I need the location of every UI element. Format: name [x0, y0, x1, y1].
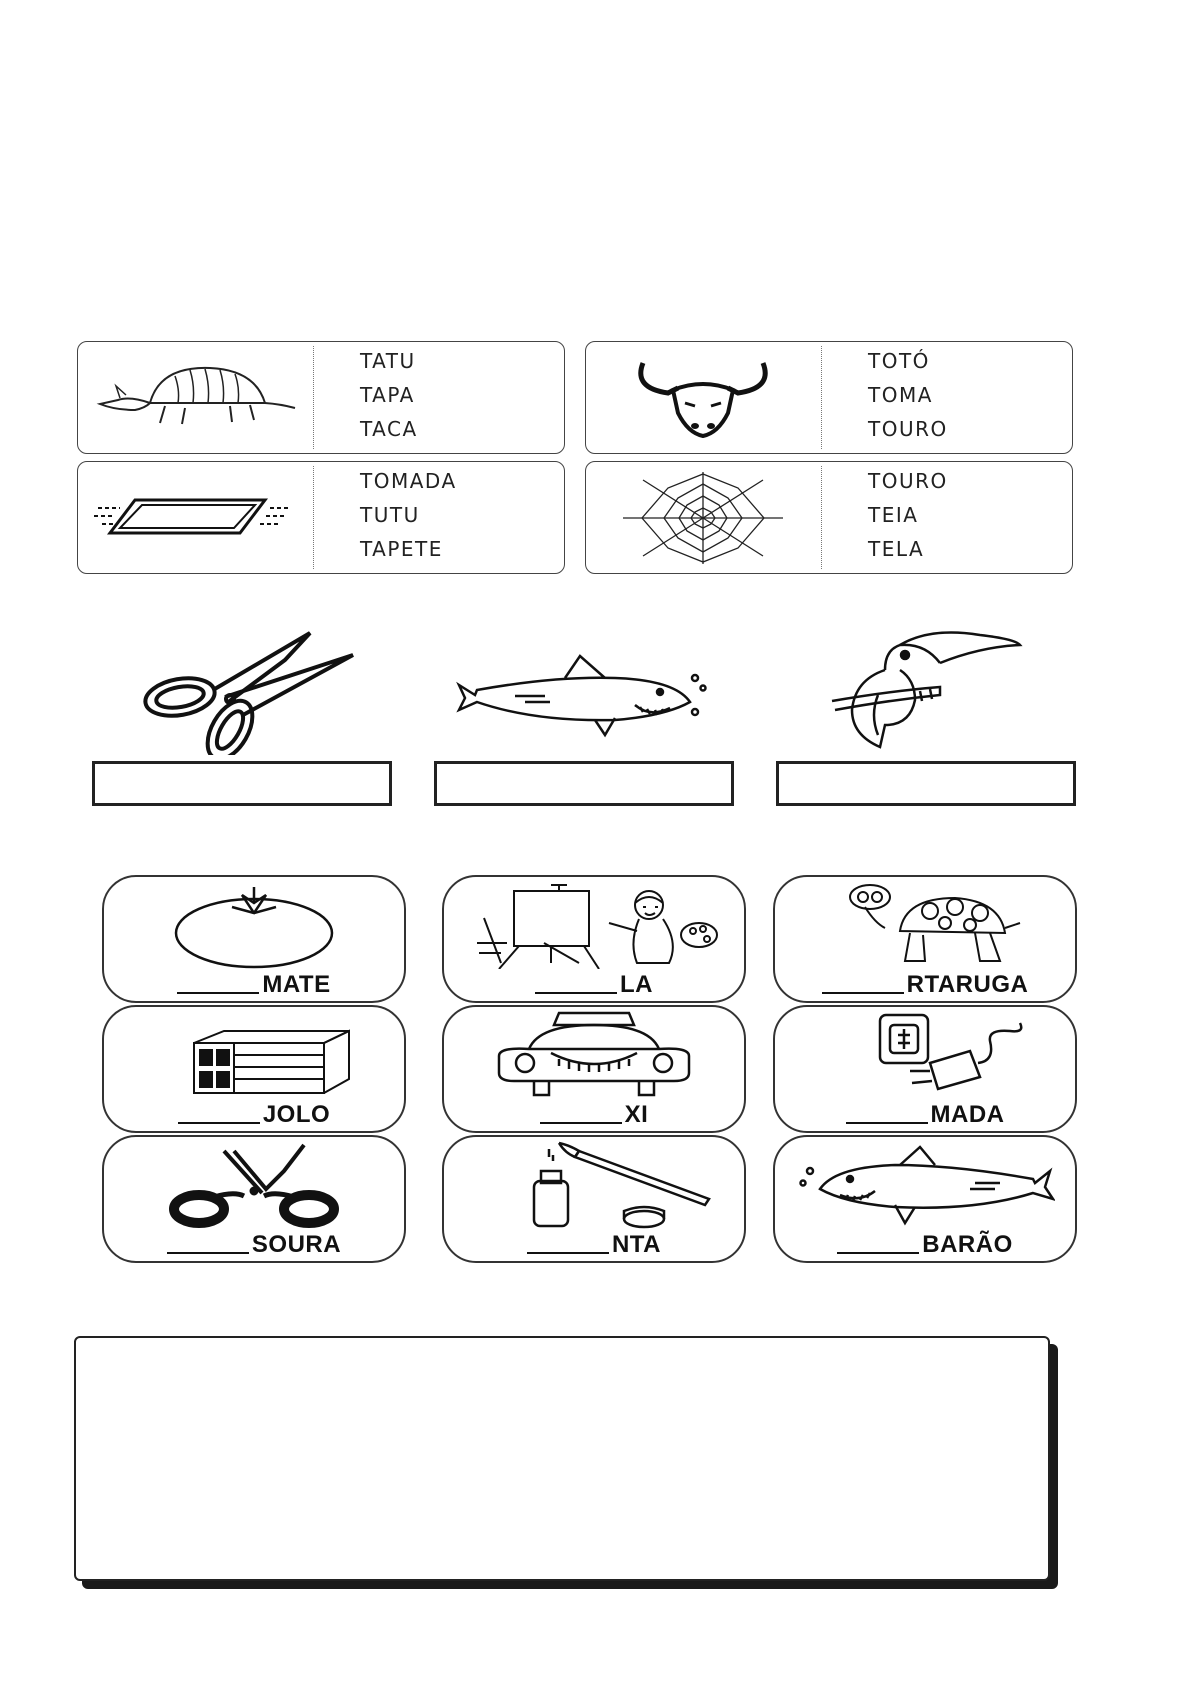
syllable-card — [442, 1135, 746, 1263]
rug-icon — [78, 462, 312, 573]
fill-blank[interactable] — [535, 992, 617, 994]
word-options — [868, 464, 948, 566]
writing-box[interactable] — [74, 1336, 1050, 1581]
shark-icon — [775, 1143, 1075, 1229]
syllable-card — [102, 1005, 406, 1133]
toucan-icon — [830, 625, 1030, 755]
syllable-card — [102, 1135, 406, 1263]
word-option[interactable]: TOTÓ — [868, 349, 930, 373]
scissors-icon — [125, 625, 365, 755]
word-option[interactable]: TATU — [360, 349, 416, 373]
answer-box[interactable] — [434, 761, 734, 806]
syllable-text: LA — [620, 971, 653, 998]
tomato-icon — [104, 883, 404, 969]
syllable-text: MADA — [930, 1101, 1005, 1128]
card-divider — [313, 346, 314, 449]
syllable-text: NTA — [611, 1231, 662, 1258]
syllable-text: RTARUGA — [906, 971, 1029, 998]
fill-blank[interactable] — [167, 1252, 249, 1254]
shark-icon — [455, 650, 715, 740]
word-options — [360, 464, 457, 566]
fill-blank[interactable] — [178, 1122, 260, 1124]
taxi-icon — [444, 1013, 744, 1099]
syllable-card — [773, 1135, 1077, 1263]
fill-blank[interactable] — [527, 1252, 609, 1254]
spider-web-icon — [586, 462, 820, 573]
word-card-web — [585, 461, 1073, 574]
brick-icon — [104, 1013, 404, 1099]
word-card-rug — [77, 461, 565, 574]
syllable-text: XI — [624, 1101, 649, 1128]
syllable-card — [442, 875, 746, 1003]
syllable-card — [102, 875, 406, 1003]
fill-blank[interactable] — [837, 1252, 919, 1254]
bull-head-icon — [586, 342, 820, 453]
turtle-icon — [775, 883, 1075, 969]
armadillo-icon — [78, 342, 312, 453]
word-option[interactable]: TELA — [868, 537, 925, 561]
word-option[interactable]: TOURO — [868, 417, 948, 441]
syllable-card — [442, 1005, 746, 1133]
word-option[interactable]: TEIA — [868, 503, 919, 527]
fill-blank[interactable] — [822, 992, 904, 994]
word-option[interactable]: TOMADA — [360, 469, 457, 493]
syllable-card — [773, 875, 1077, 1003]
word-option[interactable]: TUTU — [360, 503, 420, 527]
answer-box[interactable] — [92, 761, 392, 806]
word-option[interactable]: TOURO — [868, 469, 948, 493]
syllable-card — [773, 1005, 1077, 1133]
word-option[interactable]: TAPA — [360, 383, 415, 407]
syllable-text: SOURA — [251, 1231, 342, 1258]
card-divider — [821, 466, 822, 569]
word-option[interactable]: TAPETE — [360, 537, 443, 561]
card-divider — [821, 346, 822, 449]
word-option[interactable]: TACA — [360, 417, 418, 441]
fill-blank[interactable] — [177, 992, 259, 994]
painter-icon — [444, 883, 744, 969]
word-options — [868, 344, 948, 446]
word-card-armadillo — [77, 341, 565, 454]
syllable-text: JOLO — [262, 1101, 331, 1128]
card-divider — [313, 466, 314, 569]
fill-blank[interactable] — [540, 1122, 622, 1124]
scissors-icon — [104, 1143, 404, 1229]
answer-box[interactable] — [776, 761, 1076, 806]
syllable-text: MATE — [262, 971, 331, 998]
word-options — [360, 344, 418, 446]
plug-socket-icon — [775, 1013, 1075, 1099]
word-card-bull — [585, 341, 1073, 454]
fill-blank[interactable] — [846, 1122, 928, 1124]
paint-brush-icon — [444, 1143, 744, 1229]
syllable-text: BARÃO — [922, 1231, 1013, 1258]
word-option[interactable]: TOMA — [868, 383, 933, 407]
